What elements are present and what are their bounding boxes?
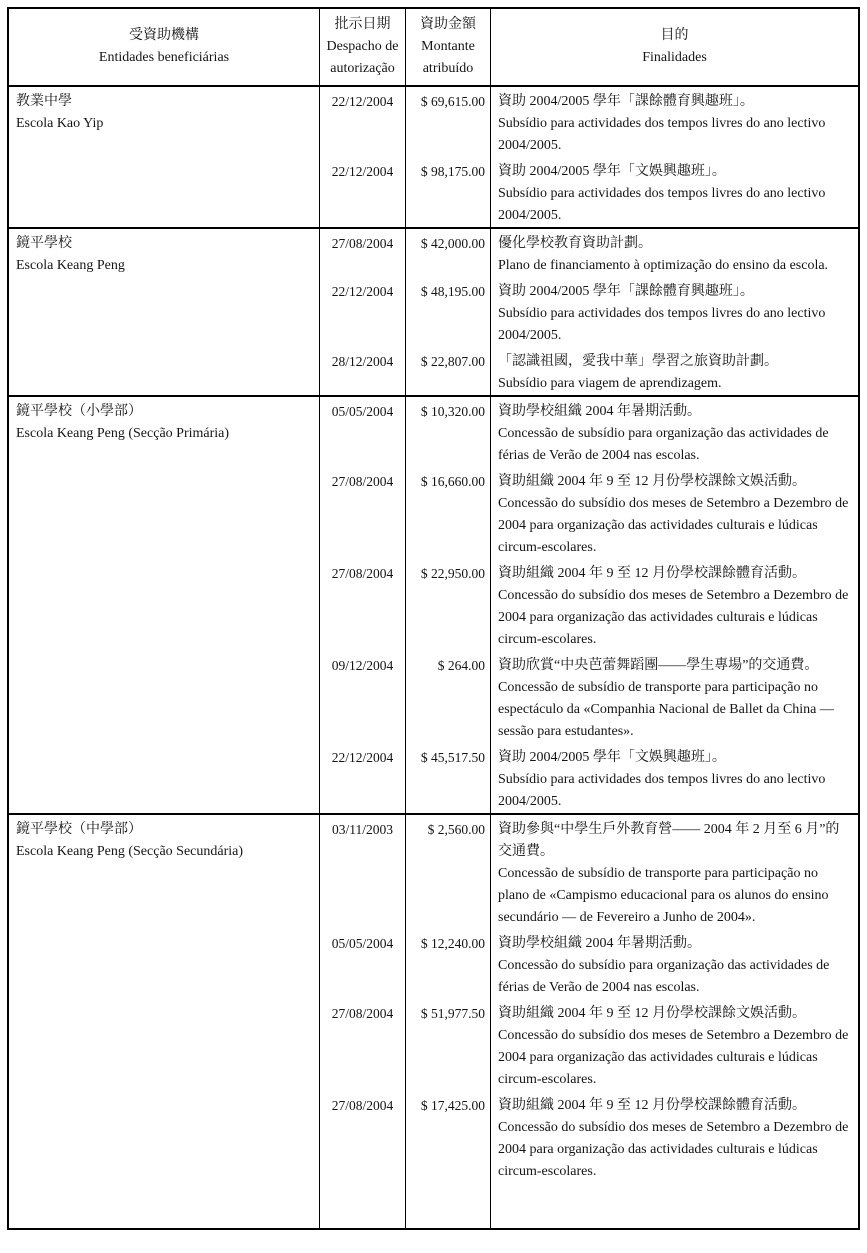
amount-value: $ 12,240.00 xyxy=(405,929,490,999)
amount-value: $ 16,660.00 xyxy=(405,467,490,559)
beneficiary-name-pt: Escola Keang Peng (Secção Primária) xyxy=(16,426,230,441)
table-group xyxy=(9,397,858,815)
header-beneficiary-pt: Entidades beneficiárias xyxy=(98,50,230,65)
entry-row xyxy=(319,467,858,559)
purpose-text-zh: 優化學校教育資助計劃。 xyxy=(498,236,652,251)
entry-row xyxy=(319,229,858,277)
authorization-date: 09/12/2004 xyxy=(319,651,405,743)
purpose-text-pt: Subsídio para viagem de aprendizagem. xyxy=(498,376,722,391)
header-purpose-zh: 目的 xyxy=(660,28,689,43)
beneficiary-cell xyxy=(9,87,319,227)
authorization-date: 27/08/2004 xyxy=(319,467,405,559)
purpose-text-zh: 資助欣賞“中央芭蕾舞蹈團——學生專場”的交通費。 xyxy=(498,658,819,673)
authorization-date: 27/08/2004 xyxy=(319,999,405,1091)
purpose-cell xyxy=(490,277,858,347)
header-purpose xyxy=(490,9,858,85)
purpose-cell xyxy=(490,651,858,743)
purpose-cell xyxy=(490,743,858,813)
entry-row xyxy=(319,929,858,999)
table-group xyxy=(9,815,858,1228)
purpose-text-pt: Concessão do subsídio para organização das actividades de férias de Verão de 2004 nas escolas. xyxy=(498,958,830,995)
purpose-cell xyxy=(490,467,858,559)
purpose-text-pt: Concessão de subsídio de transporte para participação no espectáculo da «Companhia Nacional de Ballet da China — sessão para estudantes». xyxy=(498,680,834,739)
entry-row xyxy=(319,87,858,157)
authorization-date: 05/05/2004 xyxy=(319,929,405,999)
beneficiary-cell xyxy=(9,397,319,813)
amount-value: $ 22,807.00 xyxy=(405,347,490,395)
entry-row xyxy=(319,1091,858,1228)
entry-row xyxy=(319,397,858,467)
purpose-text-zh: 資助學校組織 2004 年暑期活動。 xyxy=(498,936,701,951)
header-amount xyxy=(405,9,490,85)
amount-value: $ 51,977.50 xyxy=(405,999,490,1091)
subsidy-table xyxy=(7,7,860,1230)
purpose-cell xyxy=(490,157,858,227)
beneficiary-cell xyxy=(9,815,319,1228)
amount-value: $ 17,425.00 xyxy=(405,1091,490,1228)
purpose-text-pt: Concessão de subsídio de transporte para participação no plano de «Campismo educacional para os alunos do ensino secundário — de Fevereiro a Junho de 2004». xyxy=(498,866,829,925)
entries-column xyxy=(319,397,858,813)
purpose-text-zh: 資助 2004/2005 學年「課餘體育興趣班」。 xyxy=(498,94,754,109)
header-authorization-date xyxy=(319,9,405,85)
table-header-row xyxy=(9,9,858,87)
purpose-cell xyxy=(490,559,858,651)
authorization-date: 05/05/2004 xyxy=(319,397,405,467)
purpose-text-zh: 資助 2004/2005 學年「文娛興趣班」。 xyxy=(498,164,726,179)
entry-row xyxy=(319,559,858,651)
purpose-text-zh: 資助組織 2004 年 9 至 12 月份學校課餘體育活動。 xyxy=(498,566,806,581)
entry-row xyxy=(319,277,858,347)
header-amount-pt2: atribuído xyxy=(422,61,474,76)
purpose-text-zh: 資助學校組織 2004 年暑期活動。 xyxy=(498,404,701,419)
purpose-text-pt: Concessão do subsídio dos meses de Setembro a Dezembro de 2004 para organização das actividades culturais e lúdicas circum-escolares. xyxy=(498,1120,849,1179)
header-beneficiary xyxy=(9,9,319,85)
authorization-date: 27/08/2004 xyxy=(319,229,405,277)
beneficiary-name-pt: Escola Keang Peng xyxy=(16,258,125,273)
purpose-cell xyxy=(490,87,858,157)
table-group xyxy=(9,229,858,397)
amount-value: $ 98,175.00 xyxy=(405,157,490,227)
purpose-text-zh: 資助參與“中學生戶外教育營—— 2004 年 2 月至 6 月”的交通費。 xyxy=(498,822,840,859)
beneficiary-name-zh: 鏡平學校 xyxy=(16,236,72,251)
purpose-text-pt: Subsídio para actividades dos tempos livres do ano lectivo 2004/2005. xyxy=(498,772,826,809)
beneficiary-name-pt: Escola Kao Yip xyxy=(16,116,104,131)
purpose-text-zh: 資助組織 2004 年 9 至 12 月份學校課餘文娛活動。 xyxy=(498,1006,806,1021)
purpose-text-pt: Plano de financiamento à optimização do ensino da escola. xyxy=(498,258,829,273)
purpose-cell xyxy=(490,229,858,277)
purpose-text-pt: Subsídio para actividades dos tempos livres do ano lectivo 2004/2005. xyxy=(498,116,826,153)
amount-value: $ 22,950.00 xyxy=(405,559,490,651)
table-body xyxy=(9,87,858,1228)
purpose-cell xyxy=(490,397,858,467)
purpose-text-pt: Concessão do subsídio dos meses de Setembro a Dezembro de 2004 para organização das actividades culturais e lúdicas circum-escolares. xyxy=(498,496,849,555)
amount-value: $ 42,000.00 xyxy=(405,229,490,277)
authorization-date: 22/12/2004 xyxy=(319,277,405,347)
entries-column xyxy=(319,229,858,395)
table-group xyxy=(9,87,858,229)
beneficiary-name-pt: Escola Keang Peng (Secção Secundária) xyxy=(16,844,244,859)
purpose-text-pt: Subsídio para actividades dos tempos livres do ano lectivo 2004/2005. xyxy=(498,306,826,343)
purpose-text-zh: 資助 2004/2005 學年「文娛興趣班」。 xyxy=(498,750,726,765)
header-date-pt1: Despacho de xyxy=(326,39,399,54)
entry-row xyxy=(319,347,858,395)
purpose-cell xyxy=(490,347,858,395)
authorization-date: 22/12/2004 xyxy=(319,87,405,157)
entries-column xyxy=(319,87,858,227)
entry-row xyxy=(319,743,858,813)
beneficiary-name-zh: 鏡平學校（小學部） xyxy=(16,404,142,419)
purpose-text-pt: Subsídio para actividades dos tempos livres do ano lectivo 2004/2005. xyxy=(498,186,826,223)
beneficiary-cell xyxy=(9,229,319,395)
purpose-text-pt: Concessão do subsídio dos meses de Setembro a Dezembro de 2004 para organização das actividades culturais e lúdicas circum-escolares. xyxy=(498,588,849,647)
amount-value: $ 45,517.50 xyxy=(405,743,490,813)
purpose-text-zh: 資助組織 2004 年 9 至 12 月份學校課餘體育活動。 xyxy=(498,1098,806,1113)
authorization-date: 28/12/2004 xyxy=(319,347,405,395)
header-date-zh: 批示日期 xyxy=(334,17,391,32)
authorization-date: 22/12/2004 xyxy=(319,157,405,227)
beneficiary-name-zh: 教業中學 xyxy=(16,94,72,109)
authorization-date: 22/12/2004 xyxy=(319,743,405,813)
amount-value: $ 10,320.00 xyxy=(405,397,490,467)
header-amount-pt1: Montante xyxy=(421,39,475,54)
entry-row xyxy=(319,815,858,929)
purpose-cell xyxy=(490,999,858,1091)
entry-row xyxy=(319,157,858,227)
entries-column xyxy=(319,815,858,1228)
purpose-cell xyxy=(490,929,858,999)
authorization-date: 27/08/2004 xyxy=(319,1091,405,1228)
header-date-pt2: autorização xyxy=(330,61,395,76)
amount-value: $ 2,560.00 xyxy=(405,815,490,929)
amount-value: $ 69,615.00 xyxy=(405,87,490,157)
purpose-cell xyxy=(490,1091,858,1228)
amount-value: $ 48,195.00 xyxy=(405,277,490,347)
purpose-text-pt: Concessão de subsídio para organização das actividades de férias de Verão de 2004 nas escolas. xyxy=(498,426,829,463)
purpose-text-zh: 資助組織 2004 年 9 至 12 月份學校課餘文娛活動。 xyxy=(498,474,806,489)
header-beneficiary-zh: 受資助機構 xyxy=(129,28,199,43)
purpose-text-pt: Concessão do subsídio dos meses de Setembro a Dezembro de 2004 para organização das actividades culturais e lúdicas circum-escolares. xyxy=(498,1028,849,1087)
beneficiary-name-zh: 鏡平學校（中學部） xyxy=(16,822,142,837)
purpose-text-zh: 「認識祖國，愛我中華」學習之旅資助計劃。 xyxy=(498,354,778,369)
purpose-text-zh: 資助 2004/2005 學年「課餘體育興趣班」。 xyxy=(498,284,754,299)
entry-row xyxy=(319,999,858,1091)
purpose-cell xyxy=(490,815,858,929)
authorization-date: 27/08/2004 xyxy=(319,559,405,651)
header-amount-zh: 資助金額 xyxy=(420,17,476,32)
amount-value: $ 264.00 xyxy=(405,651,490,743)
authorization-date: 03/11/2003 xyxy=(319,815,405,929)
header-purpose-pt: Finalidades xyxy=(642,50,707,65)
entry-row xyxy=(319,651,858,743)
